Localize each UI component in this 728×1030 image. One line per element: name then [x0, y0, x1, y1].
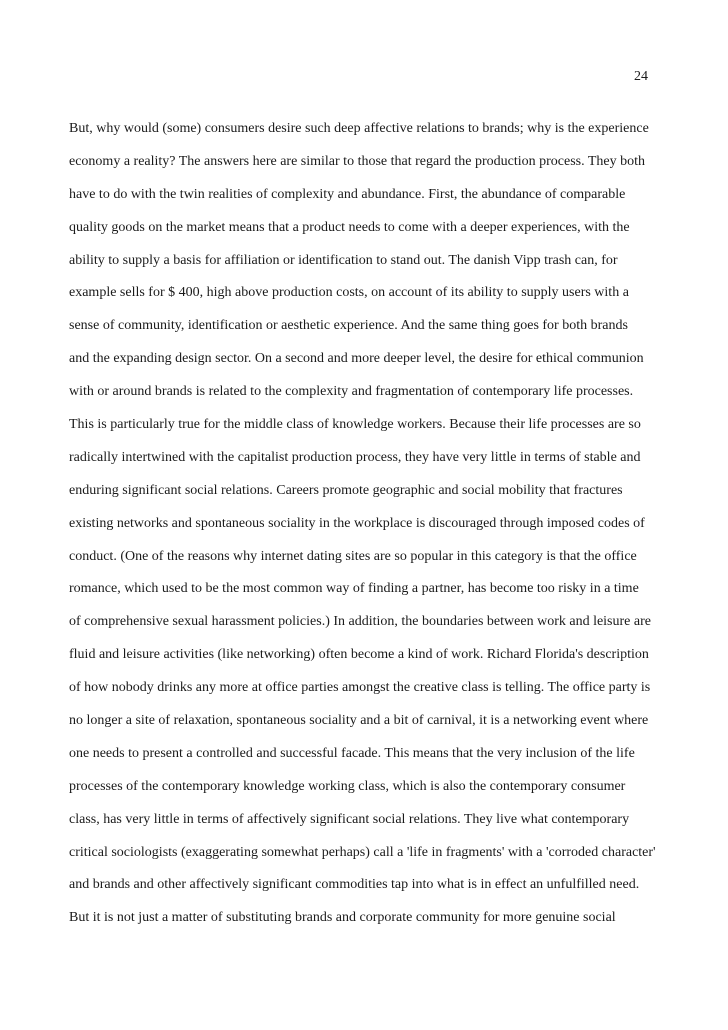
text-line: sense of community, identification or aesthetic experience. And the same thing goes for both brands: [69, 318, 628, 334]
text-line: and the expanding design sector. On a second and more deeper level, the desire for ethical communion: [69, 351, 644, 367]
text-line: But, why would (some) consumers desire such deep affective relations to brands; why is the experience: [69, 121, 649, 136]
body-paragraph: [69, 120, 669, 942]
text-line: critical sociologists (exaggerating somewhat perhaps) call a 'life in fragments' with a 'corroded character': [69, 844, 656, 860]
text-line: have to do with the twin realities of complexity and abundance. First, the abundance of comparable: [69, 186, 626, 202]
text-line: and brands and other affectively significant commodities tap into what is in effect an unfulfilled need.: [69, 877, 640, 893]
text-line: with or around brands is related to the complexity and fragmentation of contemporary life processes.: [69, 384, 634, 400]
text-line: But it is not just a matter of substituting brands and corporate community for more genuine social: [69, 910, 616, 926]
text-line: economy a reality? The answers here are similar to those that regard the production process. They both: [69, 153, 646, 169]
page-number: 24: [634, 69, 648, 84]
text-line: of how nobody drinks any more at office parties amongst the creative class is telling. The office party is: [69, 680, 651, 696]
text-line: quality goods on the market means that a product needs to come with a deeper experiences, with the: [69, 219, 630, 235]
text-line: ability to supply a basis for affiliation or identification to stand out. The danish Vipp trash can, for: [69, 252, 618, 268]
text-line: existing networks and spontaneous sociality in the workplace is discouraged through imposed codes of: [69, 515, 645, 531]
text-line: of comprehensive sexual harassment policies.) In addition, the boundaries between work and leisure are: [69, 614, 651, 630]
text-line: processes of the contemporary knowledge working class, which is also the contemporary consumer: [69, 778, 626, 794]
text-line: This is particularly true for the middle class of knowledge workers. Because their life processes are so: [69, 417, 641, 433]
text-line: class, has very little in terms of affectively significant social relations. They live what contemporary: [69, 811, 630, 827]
text-line: enduring significant social relations. Careers promote geographic and social mobility that fractures: [69, 482, 623, 498]
text-line: no longer a site of relaxation, spontaneous sociality and a bit of carnival, it is a networking event where: [69, 713, 649, 729]
text-line: conduct. (One of the reasons why internet dating sites are so popular in this category is that the office: [69, 548, 637, 564]
text-line: fluid and leisure activities (like networking) often become a kind of work. Richard Florida's description: [69, 647, 649, 663]
text-line: example sells for $ 400, high above production costs, on account of its ability to supply users with a: [69, 285, 629, 301]
text-line: radically intertwined with the capitalist production process, they have very little in terms of stable and: [69, 449, 641, 465]
text-line: one needs to present a controlled and successful facade. This means that the very inclusion of the life: [69, 745, 635, 761]
text-line: romance, which used to be the most common way of finding a partner, has become too risky in a time: [69, 581, 639, 597]
